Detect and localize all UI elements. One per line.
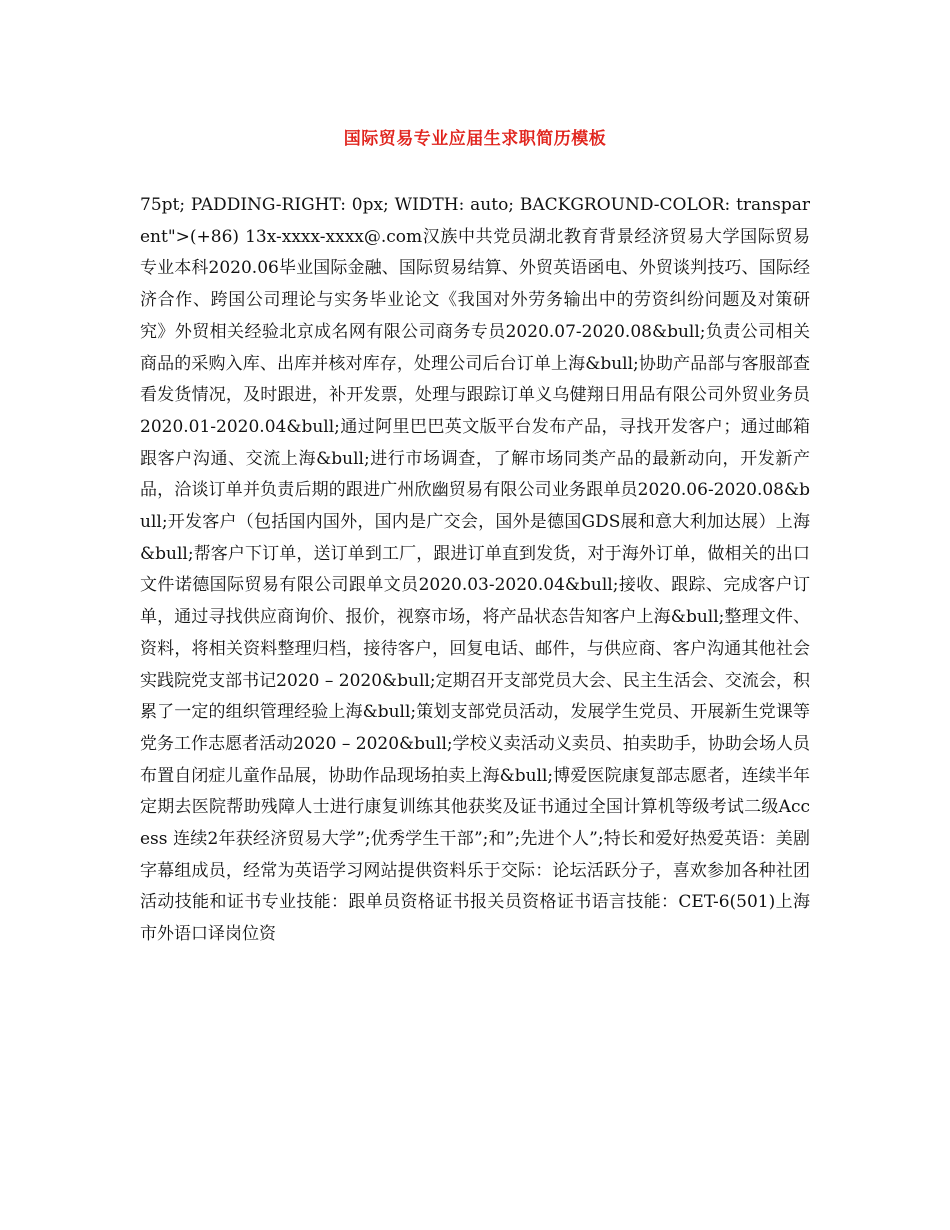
document-title: 国际贸易专业应届生求职简历模板: [343, 129, 607, 149]
document-body: 75pt; PADDING-RIGHT: 0px; WIDTH: auto; BACKGROUND-COLOR: transparent">(+86) 13x-xxxx-xxxx@.com汉族中共党员湖北教育背景经济贸易大学国际贸易专业本科2020.06毕业国际金融、国际贸易结算、外贸英语函电、外贸谈判技巧、国际经济合作、跨国公司理论与实务毕业论文《我国对外劳务输出中的劳资纠纷问题及对策研究》外贸相关经验北京成名网有限公司商务专员2020.07-2020.08&bull;负责公司相关商品的采购入库、出库并核对库存，处理公司后台订单上海&bull;协助产品部与客服部查看发货情况，及时跟进，补开发票，处理与跟踪订单义乌健翔日用品有限公司外贸业务员2020.01-2020.04&bull;通过阿里巴巴英文版平台发布产品，寻找开发客户；通过邮箱跟客户沟通、交流上海&bull;进行市场调查，了解市场同类产品的最新动向，开发新产品，洽谈订单并负责后期的跟进广州欣幽贸易有限公司业务跟单员2020.06-2020.08&bull;开发客户（包括国内国外，国内是广交会，国外是德国GDS展和意大利加达展）上海&bull;帮客户下订单，送订单到工厂，跟进订单直到发货，对于海外订单，做相关的出口文件诺德国际贸易有限公司跟单文员2020.03-2020.04&bull;接收、跟踪、完成客户订单，通过寻找供应商询价、报价，视察市场，将产品状态告知客户上海&bull;整理文件、资料，将相关资料整理归档，接待客户，回复电话、邮件，与供应商、客户沟通其他社会实践院党支部书记2020 – 2020&bull;定期召开支部党员大会、民主生活会、交流会，积累了一定的组织管理经验上海&bull;策划支部党员活动，发展学生党员、开展新生党课等党务工作志愿者活动2020 – 2020&bull;学校义卖活动义卖员、拍卖助手，协助会场人员布置自闭症儿童作品展，协助作品现场拍卖上海&bull;博爱医院康复部志愿者，连续半年定期去医院帮助残障人士进行康复训练其他获奖及证书通过全国计算机等级考试二级Access 连续2年获经济贸易大学”;优秀学生干部”;和”;先进个人”;特长和爱好热爱英语：美剧字幕组成员，经常为英语学习网站提供资料乐于交际：论坛活跃分子，喜欢参加各种社团活动技能和证书专业技能：跟单员资格证书报关员资格证书语言技能：CET-6(501)上海市外语口译岗位资: [140, 195, 810, 945]
